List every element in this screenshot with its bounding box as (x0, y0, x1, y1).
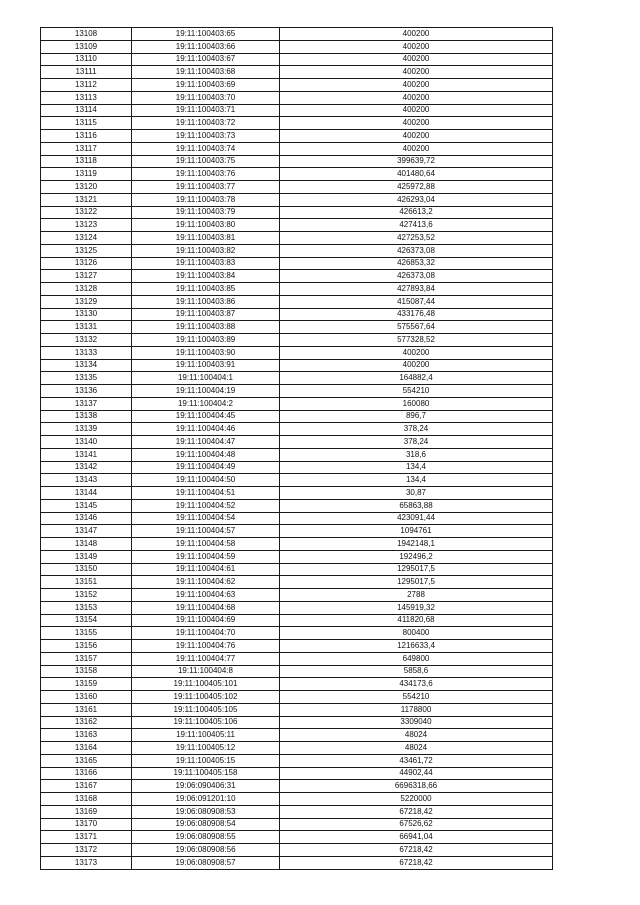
row-number-cell: 13118 (41, 155, 132, 168)
table-row (41, 563, 553, 576)
cadastral-number-cell: 19:11:100403:65 (132, 28, 280, 41)
table-row (41, 308, 553, 321)
table-row (41, 28, 553, 41)
cadastral-number-cell: 19:06:090406:31 (132, 780, 280, 793)
table-row (41, 550, 553, 563)
cadastral-number-cell: 19:11:100404:69 (132, 614, 280, 627)
cadastral-value-cell: 1216633,4 (280, 640, 553, 653)
cadastral-value-cell: 400200 (280, 142, 553, 155)
row-number-cell: 13171 (41, 831, 132, 844)
cadastral-value-cell: 378,24 (280, 436, 553, 449)
cadastral-number-cell: 19:11:100405:106 (132, 716, 280, 729)
cadastral-value-cell: 401480,64 (280, 168, 553, 181)
cadastral-number-cell: 19:11:100405:101 (132, 678, 280, 691)
row-number-cell: 13162 (41, 716, 132, 729)
table-row (41, 359, 553, 372)
row-number-cell: 13144 (41, 487, 132, 500)
table-row (41, 487, 553, 500)
table-row (41, 155, 553, 168)
row-number-cell: 13166 (41, 767, 132, 780)
row-number-cell: 13152 (41, 589, 132, 602)
table-row (41, 818, 553, 831)
cadastral-number-cell: 19:11:100403:88 (132, 321, 280, 334)
cadastral-value-cell: 164882,4 (280, 372, 553, 385)
cadastral-value-cell: 67218,42 (280, 805, 553, 818)
cadastral-value-cell: 1295017,5 (280, 563, 553, 576)
cadastral-value-cell: 426293,04 (280, 193, 553, 206)
row-number-cell: 13161 (41, 703, 132, 716)
cadastral-number-cell: 19:11:100404:8 (132, 665, 280, 678)
cadastral-number-cell: 19:11:100404:2 (132, 397, 280, 410)
table-row (41, 461, 553, 474)
cadastral-number-cell: 19:11:100403:74 (132, 142, 280, 155)
table-row (41, 346, 553, 359)
cadastral-value-cell: 400200 (280, 91, 553, 104)
cadastral-value-cell: 400200 (280, 53, 553, 66)
cadastral-number-cell: 19:11:100403:78 (132, 193, 280, 206)
cadastral-number-cell: 19:11:100403:70 (132, 91, 280, 104)
cadastral-number-cell: 19:11:100403:82 (132, 244, 280, 257)
cadastral-number-cell: 19:11:100404:1 (132, 372, 280, 385)
table-row (41, 767, 553, 780)
table-row (41, 193, 553, 206)
cadastral-number-cell: 19:11:100403:69 (132, 79, 280, 92)
row-number-cell: 13142 (41, 461, 132, 474)
cadastral-number-cell: 19:11:100404:59 (132, 550, 280, 563)
cadastral-value-cell: 400200 (280, 117, 553, 130)
cadastral-value-cell: 800400 (280, 627, 553, 640)
row-number-cell: 13115 (41, 117, 132, 130)
row-number-cell: 13111 (41, 66, 132, 79)
table-row (41, 831, 553, 844)
cadastral-number-cell: 19:06:080908:57 (132, 856, 280, 869)
cadastral-number-cell: 19:11:100403:80 (132, 219, 280, 232)
row-number-cell: 13133 (41, 346, 132, 359)
table-row (41, 652, 553, 665)
row-number-cell: 13135 (41, 372, 132, 385)
cadastral-number-cell: 19:11:100403:66 (132, 40, 280, 53)
cadastral-value-cell: 400200 (280, 79, 553, 92)
table-row (41, 780, 553, 793)
row-number-cell: 13123 (41, 219, 132, 232)
row-number-cell: 13140 (41, 436, 132, 449)
row-number-cell: 13163 (41, 729, 132, 742)
table-row (41, 716, 553, 729)
cadastral-number-cell: 19:11:100404:50 (132, 474, 280, 487)
cadastral-number-cell: 19:11:100403:91 (132, 359, 280, 372)
cadastral-value-cell: 425972,88 (280, 181, 553, 194)
cadastral-value-cell: 43461,72 (280, 754, 553, 767)
cadastral-number-cell: 19:11:100404:51 (132, 487, 280, 500)
cadastral-number-cell: 19:11:100403:90 (132, 346, 280, 359)
cadastral-number-cell: 19:11:100403:89 (132, 334, 280, 347)
cadastral-number-cell: 19:11:100403:87 (132, 308, 280, 321)
cadastral-number-cell: 19:11:100404:63 (132, 589, 280, 602)
table-row (41, 640, 553, 653)
cadastral-number-cell: 19:11:100404:54 (132, 512, 280, 525)
table-row (41, 270, 553, 283)
cadastral-value-cell: 400200 (280, 130, 553, 143)
row-number-cell: 13121 (41, 193, 132, 206)
cadastral-value-cell: 426613,2 (280, 206, 553, 219)
row-number-cell: 13154 (41, 614, 132, 627)
cadastral-number-cell: 19:06:080908:56 (132, 844, 280, 857)
cadastral-number-cell: 19:11:100404:76 (132, 640, 280, 653)
table-row (41, 691, 553, 704)
table-row (41, 627, 553, 640)
cadastral-value-cell: 67218,42 (280, 844, 553, 857)
table-row (41, 742, 553, 755)
table-row (41, 142, 553, 155)
table-row (41, 436, 553, 449)
table-row (41, 104, 553, 117)
table-row (41, 244, 553, 257)
cadastral-number-cell: 19:11:100403:79 (132, 206, 280, 219)
row-number-cell: 13124 (41, 232, 132, 245)
table-row (41, 538, 553, 551)
table-row (41, 844, 553, 857)
cadastral-number-cell: 19:11:100403:75 (132, 155, 280, 168)
row-number-cell: 13113 (41, 91, 132, 104)
cadastral-value-cell: 426373,08 (280, 244, 553, 257)
table-row (41, 257, 553, 270)
row-number-cell: 13119 (41, 168, 132, 181)
cadastral-number-cell: 19:11:100404:46 (132, 423, 280, 436)
cadastral-number-cell: 19:11:100403:67 (132, 53, 280, 66)
cadastral-number-cell: 19:11:100403:76 (132, 168, 280, 181)
cadastral-number-cell: 19:11:100405:102 (132, 691, 280, 704)
cadastral-number-cell: 19:11:100403:83 (132, 257, 280, 270)
cadastral-value-cell: 896,7 (280, 410, 553, 423)
table-row (41, 232, 553, 245)
table-row (41, 754, 553, 767)
cadastral-value-cell: 67526,62 (280, 818, 553, 831)
row-number-cell: 13125 (41, 244, 132, 257)
row-number-cell: 13117 (41, 142, 132, 155)
cadastral-value-table (40, 27, 553, 870)
table-row (41, 601, 553, 614)
table-row (41, 219, 553, 232)
row-number-cell: 13139 (41, 423, 132, 436)
row-number-cell: 13145 (41, 499, 132, 512)
cadastral-value-cell: 1295017,5 (280, 576, 553, 589)
table-row (41, 130, 553, 143)
cadastral-value-cell: 5220000 (280, 793, 553, 806)
cadastral-value-cell: 400200 (280, 28, 553, 41)
row-number-cell: 13138 (41, 410, 132, 423)
cadastral-value-cell: 1094761 (280, 525, 553, 538)
cadastral-value-cell: 67218,42 (280, 856, 553, 869)
cadastral-number-cell: 19:11:100404:45 (132, 410, 280, 423)
cadastral-value-cell: 192496,2 (280, 550, 553, 563)
cadastral-value-cell: 30,87 (280, 487, 553, 500)
row-number-cell: 13173 (41, 856, 132, 869)
row-number-cell: 13170 (41, 818, 132, 831)
table-row (41, 576, 553, 589)
row-number-cell: 13150 (41, 563, 132, 576)
table-row (41, 703, 553, 716)
cadastral-value-cell: 427253,52 (280, 232, 553, 245)
row-number-cell: 13120 (41, 181, 132, 194)
cadastral-number-cell: 19:11:100404:61 (132, 563, 280, 576)
row-number-cell: 13129 (41, 295, 132, 308)
cadastral-number-cell: 19:11:100403:85 (132, 283, 280, 296)
row-number-cell: 13168 (41, 793, 132, 806)
row-number-cell: 13153 (41, 601, 132, 614)
table-row (41, 91, 553, 104)
cadastral-number-cell: 19:11:100404:57 (132, 525, 280, 538)
table-row (41, 181, 553, 194)
cadastral-number-cell: 19:11:100404:62 (132, 576, 280, 589)
row-number-cell: 13109 (41, 40, 132, 53)
cadastral-value-cell: 48024 (280, 742, 553, 755)
cadastral-value-cell: 399639,72 (280, 155, 553, 168)
row-number-cell: 13136 (41, 385, 132, 398)
row-number-cell: 13169 (41, 805, 132, 818)
row-number-cell: 13112 (41, 79, 132, 92)
cadastral-value-cell: 6696318,66 (280, 780, 553, 793)
row-number-cell: 13149 (41, 550, 132, 563)
row-number-cell: 13137 (41, 397, 132, 410)
cadastral-number-cell: 19:11:100405:12 (132, 742, 280, 755)
table-row (41, 53, 553, 66)
table-row (41, 283, 553, 296)
row-number-cell: 13131 (41, 321, 132, 334)
cadastral-value-cell: 415087,44 (280, 295, 553, 308)
row-number-cell: 13127 (41, 270, 132, 283)
cadastral-value-cell: 427413,6 (280, 219, 553, 232)
cadastral-value-cell: 1178800 (280, 703, 553, 716)
cadastral-value-cell: 400200 (280, 66, 553, 79)
row-number-cell: 13126 (41, 257, 132, 270)
cadastral-value-cell: 554210 (280, 691, 553, 704)
row-number-cell: 13116 (41, 130, 132, 143)
cadastral-number-cell: 19:06:080908:55 (132, 831, 280, 844)
row-number-cell: 13172 (41, 844, 132, 857)
row-number-cell: 13147 (41, 525, 132, 538)
row-number-cell: 13164 (41, 742, 132, 755)
cadastral-number-cell: 19:11:100404:49 (132, 461, 280, 474)
table-row (41, 665, 553, 678)
cadastral-value-cell: 1942148,1 (280, 538, 553, 551)
table-row (41, 423, 553, 436)
cadastral-number-cell: 19:11:100404:77 (132, 652, 280, 665)
cadastral-number-cell: 19:11:100403:72 (132, 117, 280, 130)
row-number-cell: 13148 (41, 538, 132, 551)
cadastral-value-cell: 318,6 (280, 448, 553, 461)
cadastral-value-cell: 2788 (280, 589, 553, 602)
cadastral-number-cell: 19:11:100405:11 (132, 729, 280, 742)
table-row (41, 499, 553, 512)
cadastral-value-cell: 48024 (280, 729, 553, 742)
cadastral-value-cell: 433176,48 (280, 308, 553, 321)
table-row (41, 614, 553, 627)
cadastral-number-cell: 19:11:100404:70 (132, 627, 280, 640)
cadastral-value-cell: 426373,08 (280, 270, 553, 283)
table-row (41, 512, 553, 525)
cadastral-value-cell: 400200 (280, 346, 553, 359)
cadastral-number-cell: 19:11:100403:73 (132, 130, 280, 143)
table-row (41, 678, 553, 691)
table-row (41, 206, 553, 219)
row-number-cell: 13110 (41, 53, 132, 66)
table-row (41, 321, 553, 334)
cadastral-number-cell: 19:11:100403:84 (132, 270, 280, 283)
table-row (41, 856, 553, 869)
cadastral-value-cell: 427893,84 (280, 283, 553, 296)
row-number-cell: 13155 (41, 627, 132, 640)
cadastral-value-cell: 66941,04 (280, 831, 553, 844)
cadastral-value-cell: 134,4 (280, 461, 553, 474)
cadastral-value-cell: 423091,44 (280, 512, 553, 525)
cadastral-value-cell: 65863,88 (280, 499, 553, 512)
cadastral-number-cell: 19:11:100404:52 (132, 499, 280, 512)
row-number-cell: 13128 (41, 283, 132, 296)
cadastral-number-cell: 19:11:100405:105 (132, 703, 280, 716)
cadastral-value-cell: 649800 (280, 652, 553, 665)
table-row (41, 793, 553, 806)
row-number-cell: 13157 (41, 652, 132, 665)
cadastral-value-cell: 400200 (280, 359, 553, 372)
row-number-cell: 13114 (41, 104, 132, 117)
table-row (41, 474, 553, 487)
cadastral-value-cell: 44902,44 (280, 767, 553, 780)
table-row (41, 168, 553, 181)
row-number-cell: 13132 (41, 334, 132, 347)
cadastral-value-cell: 575567,64 (280, 321, 553, 334)
table-row (41, 410, 553, 423)
cadastral-value-cell: 426853,32 (280, 257, 553, 270)
table-row (41, 40, 553, 53)
cadastral-number-cell: 19:11:100404:68 (132, 601, 280, 614)
table-row (41, 334, 553, 347)
cadastral-value-cell: 554210 (280, 385, 553, 398)
row-number-cell: 13141 (41, 448, 132, 461)
row-number-cell: 13165 (41, 754, 132, 767)
table-row (41, 66, 553, 79)
row-number-cell: 13134 (41, 359, 132, 372)
cadastral-value-cell: 400200 (280, 104, 553, 117)
cadastral-value-cell: 134,4 (280, 474, 553, 487)
cadastral-value-cell: 577328,52 (280, 334, 553, 347)
cadastral-number-cell: 19:11:100403:77 (132, 181, 280, 194)
cadastral-number-cell: 19:11:100403:81 (132, 232, 280, 245)
cadastral-value-cell: 411820,68 (280, 614, 553, 627)
cadastral-number-cell: 19:11:100403:71 (132, 104, 280, 117)
row-number-cell: 13156 (41, 640, 132, 653)
cadastral-number-cell: 19:11:100405:158 (132, 767, 280, 780)
row-number-cell: 13158 (41, 665, 132, 678)
row-number-cell: 13159 (41, 678, 132, 691)
cadastral-number-cell: 19:11:100405:15 (132, 754, 280, 767)
cadastral-number-cell: 19:06:080908:53 (132, 805, 280, 818)
cadastral-number-cell: 19:11:100404:48 (132, 448, 280, 461)
cadastral-number-cell: 19:11:100404:47 (132, 436, 280, 449)
row-number-cell: 13167 (41, 780, 132, 793)
cadastral-value-cell: 145919,32 (280, 601, 553, 614)
table-row (41, 372, 553, 385)
row-number-cell: 13108 (41, 28, 132, 41)
table-row (41, 117, 553, 130)
cadastral-value-cell: 160080 (280, 397, 553, 410)
table-row (41, 805, 553, 818)
table-row (41, 589, 553, 602)
cadastral-number-cell: 19:11:100404:19 (132, 385, 280, 398)
cadastral-number-cell: 19:11:100404:58 (132, 538, 280, 551)
cadastral-value-cell: 5858,6 (280, 665, 553, 678)
cadastral-value-cell: 3309040 (280, 716, 553, 729)
table-row (41, 79, 553, 92)
cadastral-value-cell: 378,24 (280, 423, 553, 436)
cadastral-value-cell: 400200 (280, 40, 553, 53)
row-number-cell: 13143 (41, 474, 132, 487)
table-row (41, 385, 553, 398)
row-number-cell: 13146 (41, 512, 132, 525)
cadastral-number-cell: 19:06:080908:54 (132, 818, 280, 831)
cadastral-value-cell: 434173,6 (280, 678, 553, 691)
cadastral-number-cell: 19:11:100403:86 (132, 295, 280, 308)
row-number-cell: 13151 (41, 576, 132, 589)
row-number-cell: 13160 (41, 691, 132, 704)
cadastral-number-cell: 19:06:091201:10 (132, 793, 280, 806)
row-number-cell: 13130 (41, 308, 132, 321)
table-row (41, 525, 553, 538)
table-body (41, 28, 553, 870)
table-row (41, 397, 553, 410)
cadastral-number-cell: 19:11:100403:68 (132, 66, 280, 79)
row-number-cell: 13122 (41, 206, 132, 219)
table-row (41, 448, 553, 461)
table-row (41, 729, 553, 742)
table-row (41, 295, 553, 308)
